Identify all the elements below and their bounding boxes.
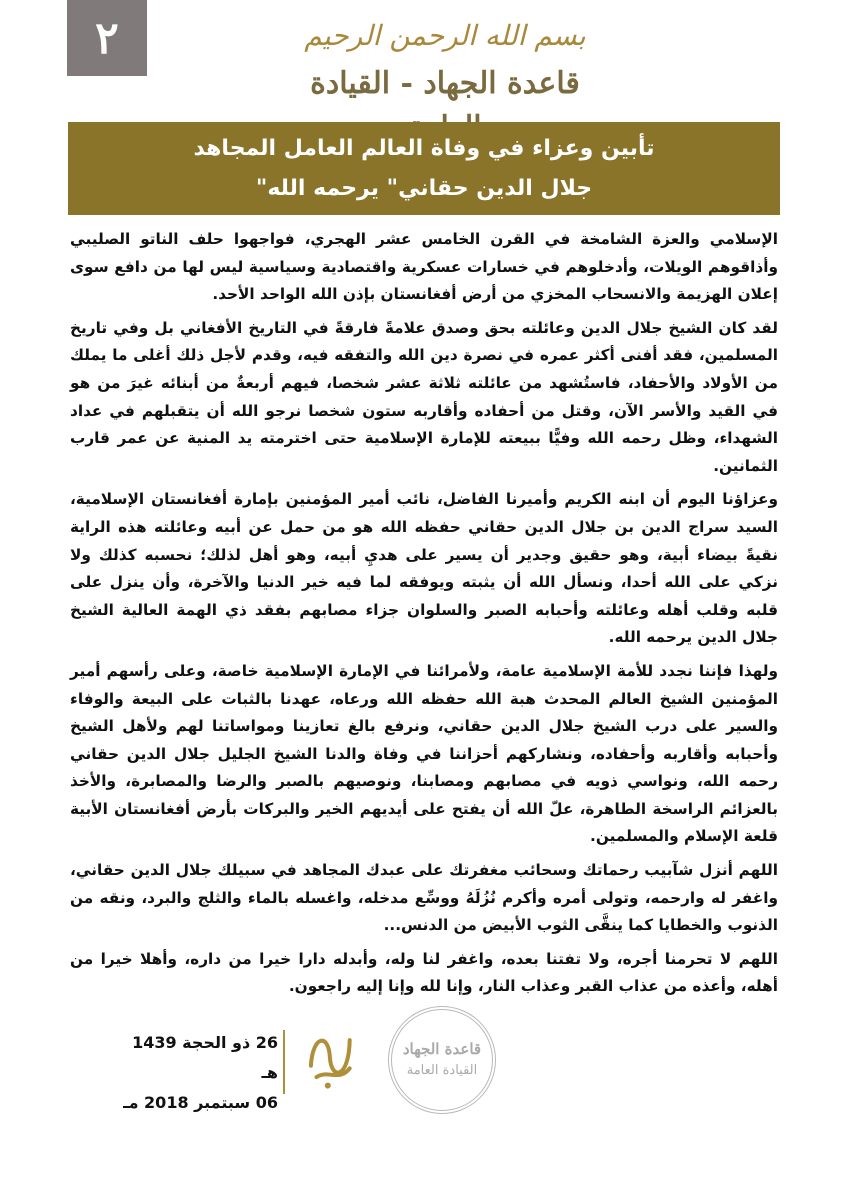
signature-icon bbox=[293, 1014, 368, 1102]
title-line-2: "جلال الدين حقاني" يرحمه الله bbox=[255, 175, 593, 201]
paragraph-1: الإسلامي والعزة الشامخة في القرن الخامس عشر الهجري، فواجهوا حلف الناتو الصليبي وأذاقوهم الويلات، وأدخلوهم في خسارات عسكرية واقتصادية وسياسية ليس لها من دافع سوى إعلان الهزيمة والانسحاب المخزي من أرض أفغانستان بإذن الله الواحد الأحد. bbox=[70, 230, 778, 304]
logo-organization: قاعدة الجهاد - القيادة bbox=[310, 66, 580, 101]
signature-glyph bbox=[297, 1019, 362, 1096]
title-banner bbox=[68, 122, 780, 215]
footer-divider bbox=[283, 1030, 285, 1094]
hijri-date: 26 ذو الحجة 1439 هـ bbox=[132, 1033, 278, 1082]
seal-top-text: قاعدة الجهاد bbox=[402, 1040, 482, 1058]
seal-bottom-text: القيادة العامة bbox=[406, 1063, 478, 1078]
paragraph-6: اللهم لا تحرمنا أجره، ولا تفتنا بعده، واغفر لنا وله، وأبدله دارا خيرا من داره، وأهلا خيرا من أهله، وأعذه من عذاب القبر وعذاب النار، وإنا لله وإنا إليه راجعون. bbox=[70, 949, 778, 996]
page-number-tab: ٢ bbox=[67, 0, 147, 76]
logo-bismillah: بسم الله الرحمن الرحيم bbox=[304, 19, 586, 52]
paragraph-3: وعزاؤنا اليوم أن ابنه الكريم وأميرنا الفاضل، نائب أمير المؤمنين بإمارة أفغانستان الإسلامية، السيد سراج الدين بن جلال الدين حقاني حفظه الله هو من حمل عن أبيه وعائلته هذه الراية نقيةً بيضاء أبية، وهو حقيق وجدير أن يسير على هديِ أبيه، وهو أهل لذلك؛ نحسبه كذلك ولا نزكي على الله أحدا، ونسأل الله أن يثبته ويوفقه لما فيه خير الدنيا والآخرة، وأن ينزل على قلبه وقلب أهله وعائلته وأحبابه الصبر والسلوان جزاء مصابهم بفقد ذي الهمة العالية الشيخ جلال الدين يرحمه الله. bbox=[70, 490, 778, 647]
paragraph-5: اللهم أنزل شآبيب رحماتك وسحائب مغفرتك على عبدك المجاهد في سبيلك جلال الدين حقاني، واغفر له وارحمه، وتولى أمره وأكرم نُزُلَهُ ووسِّع مدخله، واغسله بالماء والثلج والبرد، ونقه من الذنوب والخطايا كما ينقَّى الثوب الأبيض من الدنس... bbox=[70, 861, 778, 935]
footer bbox=[0, 1000, 848, 1120]
organization-seal bbox=[388, 1006, 496, 1114]
title-line-1: تأبين وعزاء في وفاة العالم العامل المجاهد bbox=[193, 135, 655, 161]
statement-body bbox=[70, 226, 778, 1007]
date-block bbox=[118, 1028, 278, 1118]
paragraph-4: ولهذا فإننا نجدد للأمة الإسلامية عامة، ولأمرائنا في الإمارة الإسلامية خاصة، وعلى رأسهم أمير المؤمنين الشيخ العالم المحدث هبة الله حفظه الله ورعاه، عهدنا بالثبات على البيعة والوفاء والسير على درب الشيخ جلال الدين حقاني، ونرفع بالغ تعازينا ومواساتنا لهم ولأهل الشيخ وأحبابه وأقاربه وأحفاده، ونشاركهم أحزاننا في وفاة والدنا الشيخ الجليل جلال الدين حقاني رحمه الله، ونواسي ذويه في مصابهم ومصابنا، ونوصيهم بالصبر والرضا والمصابرة، والأخذ بالعزائم الراسخة الطاهرة، علّ الله أن يفتح على أيديهم الخير والبركات بأرض أفغانستان الأبية قلعة الإسلام والمسلمين. bbox=[70, 661, 778, 846]
paragraph-2: لقد كان الشيخ جلال الدين وعائلته بحق وصدق علامةً فارقةً في التاريخ الأفغاني بل وفي تاريخ المسلمين، فقد أفنى أكثر عمره في نصرة دين الله والتفقه فيه، وقدم لأجل ذلك أغلى ما يملك من الأولاد والأحفاد، فاستُشهد من عائلته ثلاثة عشر شخصا، فيهم أربعةٌ من أبنائه غيرَ من هو في القيد والأسر الآن، وقتل من أحفاده وأقاربه ستون شخصا نرجو الله أن يتقبلهم في عداد الشهداء، وظل رحمه الله وفيًّا ببيعته للإمارة الإسلامية حتى اخترمته يد المنية عن عمر قارب الثمانين. bbox=[70, 318, 778, 475]
header-logo bbox=[280, 6, 610, 118]
gregorian-date: 06 سبتمبر 2018 مـ bbox=[123, 1093, 278, 1112]
